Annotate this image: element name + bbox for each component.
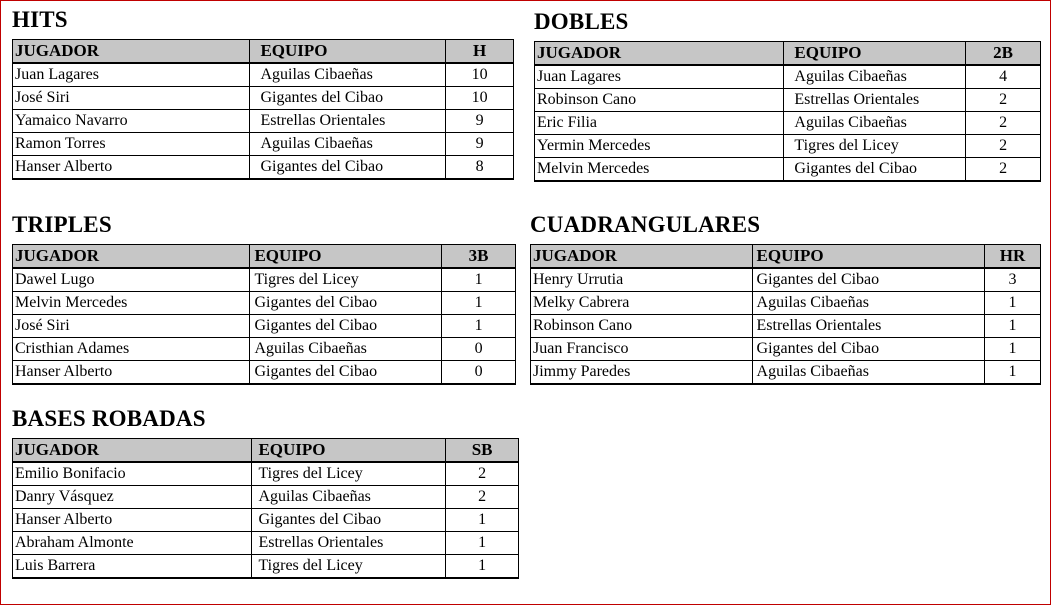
table-header-row bbox=[13, 245, 516, 269]
header-player: JUGADOR bbox=[13, 439, 252, 463]
header-player: JUGADOR bbox=[535, 42, 784, 66]
header-team: EQUIPO bbox=[252, 439, 446, 463]
header-player: JUGADOR bbox=[13, 245, 250, 269]
header-player: JUGADOR bbox=[531, 245, 753, 269]
team-cell: Estrellas Orientales bbox=[784, 89, 966, 112]
table-header-row bbox=[535, 42, 1041, 66]
player-cell: Luis Barrera bbox=[13, 555, 252, 579]
team-cell: Tigres del Licey bbox=[252, 462, 446, 486]
table-row bbox=[13, 338, 516, 361]
stat-cell: 0 bbox=[442, 338, 516, 361]
bases-robadas-table bbox=[12, 438, 519, 579]
player-cell: Dawel Lugo bbox=[13, 268, 250, 292]
section-title: CUADRANGULARES bbox=[530, 212, 761, 237]
table-row bbox=[535, 89, 1041, 112]
table-row bbox=[535, 112, 1041, 135]
team-cell: Aguilas Cibaeñas bbox=[752, 361, 985, 385]
player-cell: Danry Vásquez bbox=[13, 486, 252, 509]
team-cell: Gigantes del Cibao bbox=[752, 268, 985, 292]
team-cell: Gigantes del Cibao bbox=[250, 292, 442, 315]
player-cell: Hanser Alberto bbox=[13, 509, 252, 532]
stat-cell: 1 bbox=[442, 292, 516, 315]
player-cell: Robinson Cano bbox=[531, 315, 753, 338]
stat-cell: 9 bbox=[446, 133, 514, 156]
stat-cell: 1 bbox=[442, 268, 516, 292]
team-cell: Gigantes del Cibao bbox=[250, 315, 442, 338]
hits-table bbox=[12, 39, 514, 180]
stat-cell: 2 bbox=[446, 486, 519, 509]
player-cell: José Siri bbox=[13, 87, 250, 110]
stat-cell: 2 bbox=[966, 158, 1041, 182]
stat-cell: 1 bbox=[446, 555, 519, 579]
team-cell: Gigantes del Cibao bbox=[250, 156, 446, 180]
table-row bbox=[13, 63, 514, 87]
team-cell: Tigres del Licey bbox=[250, 268, 442, 292]
stat-cell: 1 bbox=[442, 315, 516, 338]
section-title: TRIPLES bbox=[12, 212, 112, 237]
table-row bbox=[13, 361, 516, 385]
header-player: JUGADOR bbox=[13, 40, 250, 64]
table-row bbox=[535, 65, 1041, 89]
table-row bbox=[13, 268, 516, 292]
player-cell: Juan Lagares bbox=[13, 63, 250, 87]
stat-cell: 1 bbox=[985, 292, 1041, 315]
stat-cell: 10 bbox=[446, 87, 514, 110]
header-stat: 3B bbox=[442, 245, 516, 269]
header-stat: SB bbox=[446, 439, 519, 463]
table-row bbox=[13, 110, 514, 133]
player-cell: Eric Filia bbox=[535, 112, 784, 135]
table-row bbox=[531, 315, 1041, 338]
table-row bbox=[535, 135, 1041, 158]
player-cell: Yermin Mercedes bbox=[535, 135, 784, 158]
player-cell: Juan Lagares bbox=[535, 65, 784, 89]
table-header-row bbox=[13, 40, 514, 64]
table-row bbox=[531, 268, 1041, 292]
team-cell: Gigantes del Cibao bbox=[784, 158, 966, 182]
team-cell: Aguilas Cibaeñas bbox=[752, 292, 985, 315]
stat-cell: 3 bbox=[985, 268, 1041, 292]
header-stat: HR bbox=[985, 245, 1041, 269]
header-stat: 2B bbox=[966, 42, 1041, 66]
section-title: BASES ROBADAS bbox=[12, 406, 206, 431]
table-header-row bbox=[13, 439, 519, 463]
player-cell: Yamaico Navarro bbox=[13, 110, 250, 133]
stat-cell: 2 bbox=[446, 462, 519, 486]
table-row bbox=[13, 292, 516, 315]
table-header-row bbox=[531, 245, 1041, 269]
stat-cell: 1 bbox=[985, 361, 1041, 385]
team-cell: Aguilas Cibaeñas bbox=[250, 63, 446, 87]
player-cell: Jimmy Paredes bbox=[531, 361, 753, 385]
team-cell: Aguilas Cibaeñas bbox=[784, 65, 966, 89]
player-cell: Abraham Almonte bbox=[13, 532, 252, 555]
team-cell: Gigantes del Cibao bbox=[250, 87, 446, 110]
table-row bbox=[13, 87, 514, 110]
stat-cell: 1 bbox=[446, 532, 519, 555]
table-row bbox=[531, 338, 1041, 361]
player-cell: Hanser Alberto bbox=[13, 156, 250, 180]
section-hits bbox=[12, 7, 514, 180]
header-team: EQUIPO bbox=[752, 245, 985, 269]
table-row bbox=[13, 156, 514, 180]
team-cell: Tigres del Licey bbox=[784, 135, 966, 158]
player-cell: Melky Cabrera bbox=[531, 292, 753, 315]
table-row bbox=[13, 133, 514, 156]
player-cell: José Siri bbox=[13, 315, 250, 338]
stat-cell: 4 bbox=[966, 65, 1041, 89]
player-cell: Ramon Torres bbox=[13, 133, 250, 156]
table-row bbox=[13, 462, 519, 486]
table-row bbox=[13, 509, 519, 532]
stat-cell: 1 bbox=[985, 338, 1041, 361]
stat-cell: 2 bbox=[966, 112, 1041, 135]
section-title: DOBLES bbox=[534, 9, 629, 34]
player-cell: Cristhian Adames bbox=[13, 338, 250, 361]
section-cuadrangulares bbox=[530, 212, 1041, 385]
team-cell: Gigantes del Cibao bbox=[252, 509, 446, 532]
header-team: EQUIPO bbox=[250, 245, 442, 269]
player-cell: Juan Francisco bbox=[531, 338, 753, 361]
team-cell: Aguilas Cibaeñas bbox=[250, 133, 446, 156]
player-cell: Henry Urrutia bbox=[531, 268, 753, 292]
table-row bbox=[535, 158, 1041, 182]
section-title: HITS bbox=[12, 7, 68, 32]
player-cell: Hanser Alberto bbox=[13, 361, 250, 385]
table-row bbox=[531, 292, 1041, 315]
player-cell: Emilio Bonifacio bbox=[13, 462, 252, 486]
section-dobles bbox=[534, 9, 1041, 182]
team-cell: Gigantes del Cibao bbox=[752, 338, 985, 361]
dobles-table bbox=[534, 41, 1041, 182]
table-row bbox=[13, 532, 519, 555]
stat-cell: 8 bbox=[446, 156, 514, 180]
team-cell: Estrellas Orientales bbox=[250, 110, 446, 133]
section-triples bbox=[12, 212, 516, 385]
header-team: EQUIPO bbox=[784, 42, 966, 66]
header-stat: H bbox=[446, 40, 514, 64]
team-cell: Aguilas Cibaeñas bbox=[784, 112, 966, 135]
table-row bbox=[13, 315, 516, 338]
table-row bbox=[531, 361, 1041, 385]
section-bases-robadas bbox=[12, 406, 519, 579]
stat-cell: 10 bbox=[446, 63, 514, 87]
table-row bbox=[13, 486, 519, 509]
team-cell: Tigres del Licey bbox=[252, 555, 446, 579]
stat-cell: 2 bbox=[966, 135, 1041, 158]
stat-cell: 1 bbox=[446, 509, 519, 532]
team-cell: Estrellas Orientales bbox=[752, 315, 985, 338]
header-team: EQUIPO bbox=[250, 40, 446, 64]
player-cell: Melvin Mercedes bbox=[535, 158, 784, 182]
stat-cell: 2 bbox=[966, 89, 1041, 112]
team-cell: Aguilas Cibaeñas bbox=[250, 338, 442, 361]
stat-cell: 0 bbox=[442, 361, 516, 385]
team-cell: Gigantes del Cibao bbox=[250, 361, 442, 385]
table-row bbox=[13, 555, 519, 579]
player-cell: Robinson Cano bbox=[535, 89, 784, 112]
stat-cell: 9 bbox=[446, 110, 514, 133]
player-cell: Melvin Mercedes bbox=[13, 292, 250, 315]
team-cell: Aguilas Cibaeñas bbox=[252, 486, 446, 509]
stat-cell: 1 bbox=[985, 315, 1041, 338]
triples-table bbox=[12, 244, 516, 385]
cuadrangulares-table bbox=[530, 244, 1041, 385]
team-cell: Estrellas Orientales bbox=[252, 532, 446, 555]
